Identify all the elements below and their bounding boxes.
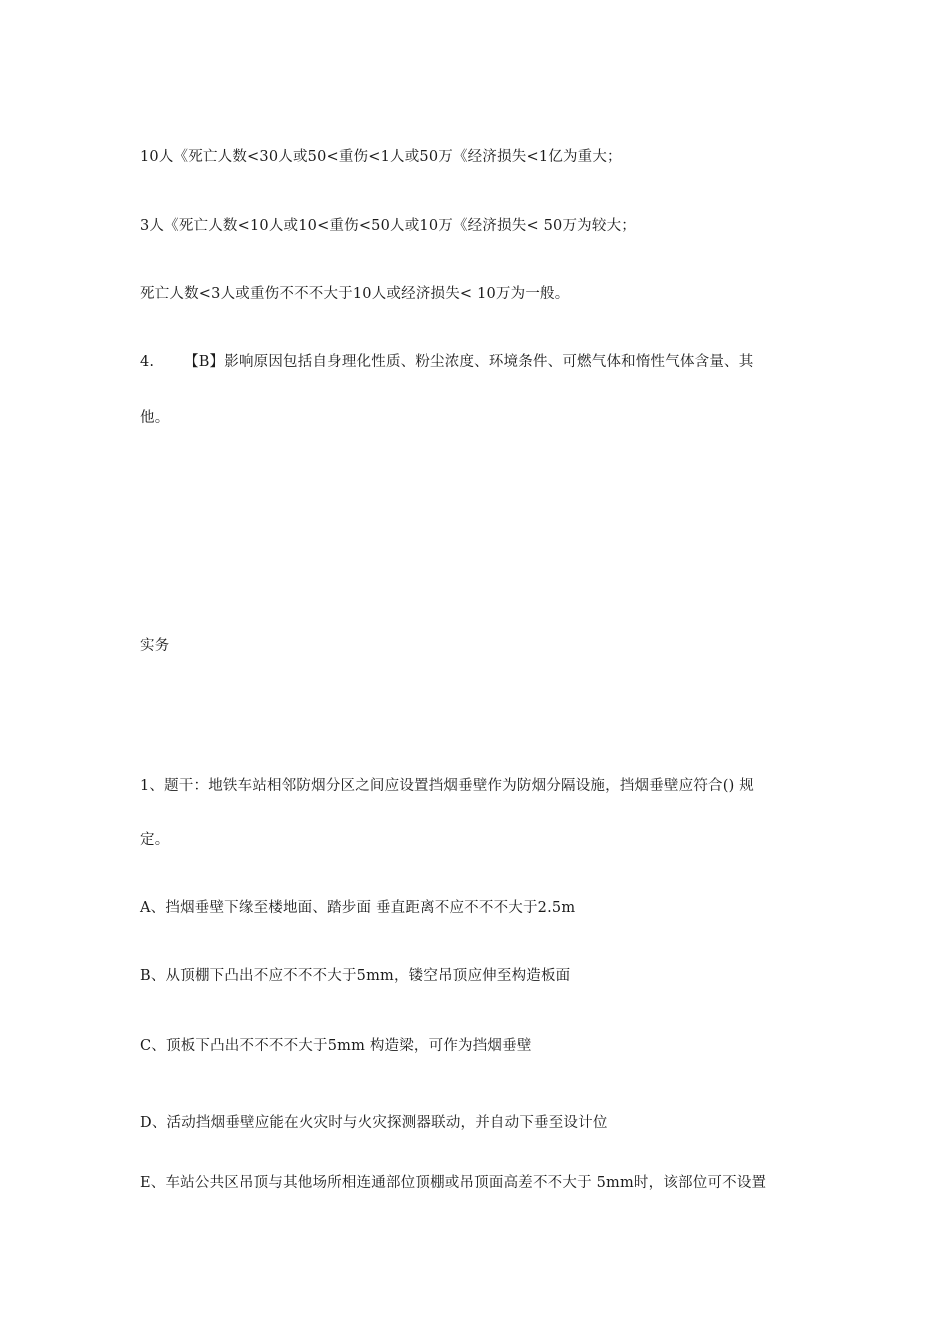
- answer-item-4-continuation: 他。: [140, 410, 170, 426]
- text-line-general-accident: 死亡人数<3人或重伤不不不大于10人或经济损失< 10万为一般。: [140, 286, 570, 302]
- text-line-larger-accident: 3人《死亡人数<10人或10<重伤<50人或10万《经济损失< 50万为较大；: [140, 218, 636, 234]
- option-e: E、车站公共区吊顶与其他场所相连通部位顶棚或吊顶面高差不不大于 5mm时，该部位可不设置: [140, 1175, 767, 1191]
- answer-item-text: 【B】影响原因包括自身理化性质、粉尘浓度、环境条件、可燃气体和惰性气体含量、其: [184, 354, 754, 370]
- answer-item-number: 4.: [140, 354, 155, 370]
- text-line-major-accident: 10人《死亡人数<30人或50<重伤<1人或50万《经济损失<1亿为重大；: [140, 149, 622, 165]
- question-stem-continuation: 定。: [140, 832, 170, 848]
- answer-item-4: [140, 352, 753, 372]
- option-a: A、挡烟垂壁下缘至楼地面、踏步面 垂直距离不应不不不大于2.5m: [140, 900, 576, 916]
- section-heading: 实务: [140, 638, 170, 654]
- option-b: B、从顶棚下凸出不应不不不大于5mm，镂空吊顶应伸至构造板面: [140, 968, 571, 984]
- option-d: D、活动挡烟垂壁应能在火灾时与火灾探测器联动，并自动下垂至设计位: [140, 1115, 608, 1131]
- question-stem: 1、题干：地铁车站相邻防烟分区之间应设置挡烟垂壁作为防烟分隔设施，挡烟垂壁应符合() 规: [140, 778, 754, 794]
- option-c: C、顶板下凸出不不不不大于5mm 构造梁，可作为挡烟垂壁: [140, 1038, 532, 1054]
